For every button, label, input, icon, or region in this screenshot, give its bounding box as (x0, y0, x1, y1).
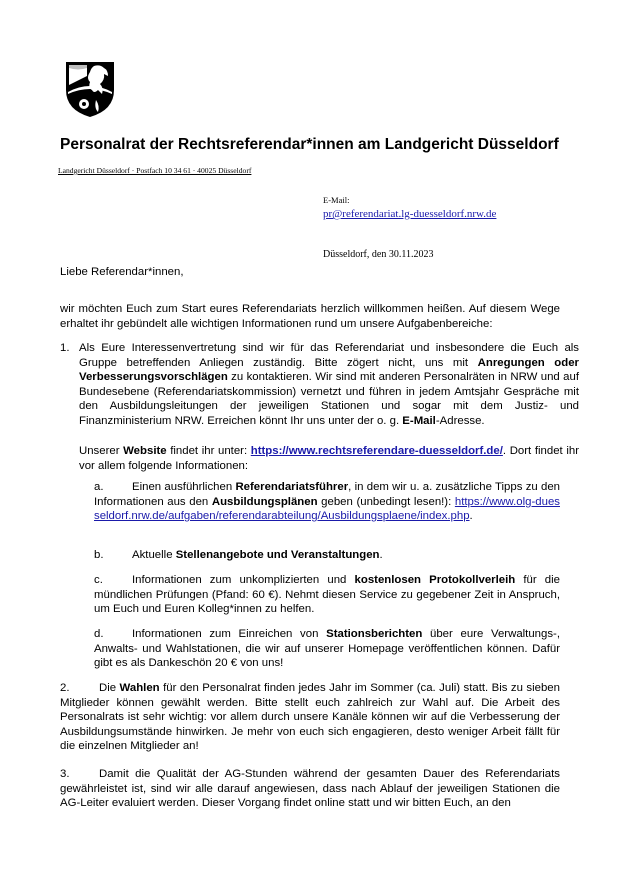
text-span: für die mündlichen Prüfungen (Pfand: 60 €). Nehmt diesen Service zu gegebener Zeit in Anspruch, um Euch und Euren Kolleg*innen zu helfen. (94, 574, 561, 616)
sub-letter: d. (94, 628, 104, 640)
bold-span: Anregungen oder Verbesserungsvorschlägen (79, 356, 579, 384)
text-span: Einen ausführlichen (132, 481, 236, 493)
sender-address-line: Landgericht Düsseldorf · Postfach 10 34 61 · 40025 Düsseldorf (58, 166, 252, 175)
list-number: 1. (60, 342, 70, 354)
bold-span: Referendariatsführer (235, 481, 349, 493)
text-span: für den Personalrat finden jedes Jahr im Sommer (ca. Juli) statt. Bis zu sieben Mitglieder können gewählt werden. Bitte stellt euch zahlreich zur Wahl auf. Die Arbeit des Personalrats ist sehr wichtig: vor allem durch unsere Kanäle können wir auf die Verbesserung der Ausbildungsumstände hinwirken. Je mehr von euch sich engagieren, desto weniger Arbeit fällt für die einzelnen Mitglieder an! (60, 682, 560, 753)
bold-span: E-Mail (402, 414, 436, 427)
text-span: . Dort findet ihr vor allem folgende Informationen: (79, 445, 579, 472)
sub-item-a (94, 480, 560, 524)
text-span: findet ihr unter: (166, 445, 251, 457)
bold-span: Stellenangebote und Veranstaltungen (175, 549, 380, 561)
email-link[interactable]: pr@referendariat.lg-duesseldorf.nrw.de (323, 208, 497, 220)
text-span: Damit die Qualität der AG-Stunden während der gesamten Dauer des Referendariats gewährleistet ist, sind wir alle darauf angewiesen, dass nach Ablauf der jeweiligen Stationen die AG-Leiter evaluiert werden. Dieser Vorgang findet online statt und wir bitten Euch, an den (60, 768, 560, 810)
sub-letter: a. (94, 481, 104, 493)
sub-item-d (94, 627, 560, 671)
list-number: 3. (60, 768, 70, 780)
text-span: Die (99, 682, 120, 694)
text-span: zu kontaktieren. Wir sind mit anderen Personalräten in NRW und auf Bundesebene (Referendariatskommission) vernetzt und führen in jedem Amtsjahr Gespräche mit den Ausbildungsleitungen der jeweiligen Stationen und sogar mit dem Justiz- und Finanzministerium NRW. Erreichen könnt Ihr uns unter der o. g. (79, 371, 579, 427)
text-span: , in dem wir u. a. zusätzliche Tipps zu den Informationen aus den (94, 481, 561, 508)
sub-letter: c. (94, 574, 103, 586)
text-span: über eure Verwaltungs-, Anwalts- und Wahlstationen, die wir auf unserer Homepage veröffentlichen können. Dafür gibt es als Dankeschön 20 € von uns! (94, 628, 561, 670)
bold-span: Stationsberichten (326, 628, 423, 640)
list-item-2 (60, 681, 560, 754)
intro-paragraph: wir möchten Euch zum Start eures Referendariats herzlich willkommen heißen. Auf diesem Wege erhaltet ihr gebündelt alle wichtigen Informationen rund um unsere Aufgabenbereiche: (60, 303, 560, 330)
list-item-3 (60, 767, 560, 811)
bold-span: Wahlen (119, 682, 160, 694)
text-span: Aktuelle (132, 549, 176, 561)
text-span: -Adresse. (435, 414, 485, 427)
text-span: Informationen zum unkomplizierten und (132, 574, 355, 586)
nrw-coat-of-arms-icon (64, 60, 116, 118)
email-label: E-Mail: (323, 195, 350, 205)
text-span: . (469, 510, 473, 523)
text-span: geben (unbedingt lesen!): (317, 495, 455, 508)
greeting: Liebe Referendar*innen, (60, 266, 184, 278)
bold-span: kostenlosen Protokollverleih (354, 574, 516, 586)
bold-span: Website (123, 445, 167, 457)
letterhead-title: Personalrat der Rechtsreferendar*innen am Landgericht Düsseldorf (60, 136, 559, 153)
bold-span: Ausbildungsplänen (211, 495, 318, 508)
sub-item-b (94, 548, 560, 563)
list-item-1 (60, 341, 579, 429)
text-span: . (379, 549, 383, 561)
sub-letter: b. (94, 549, 104, 561)
list-number: 2. (60, 682, 70, 694)
ausbildungsplaene-link[interactable]: https://www.olg-duesseldorf.nrw.de/aufgaben/referendarabteilung/Ausbildungsplaene/index.php (94, 495, 560, 523)
website-paragraph (60, 444, 579, 473)
text-span: Informationen zum Einreichen von (132, 628, 327, 640)
website-link[interactable]: https://www.rechtsreferendare-duesseldorf.de/ (250, 445, 503, 457)
text-span: Unserer (79, 445, 124, 457)
text-span: Als Eure Interessenvertretung sind wir für das Referendariat und insbesondere die Euch als Gruppe betreffenden Anliegen zuständig. Bitte zögert nicht, uns mit (79, 342, 579, 369)
date-line: Düsseldorf, den 30.11.2023 (323, 249, 434, 260)
sub-item-c (94, 573, 560, 617)
